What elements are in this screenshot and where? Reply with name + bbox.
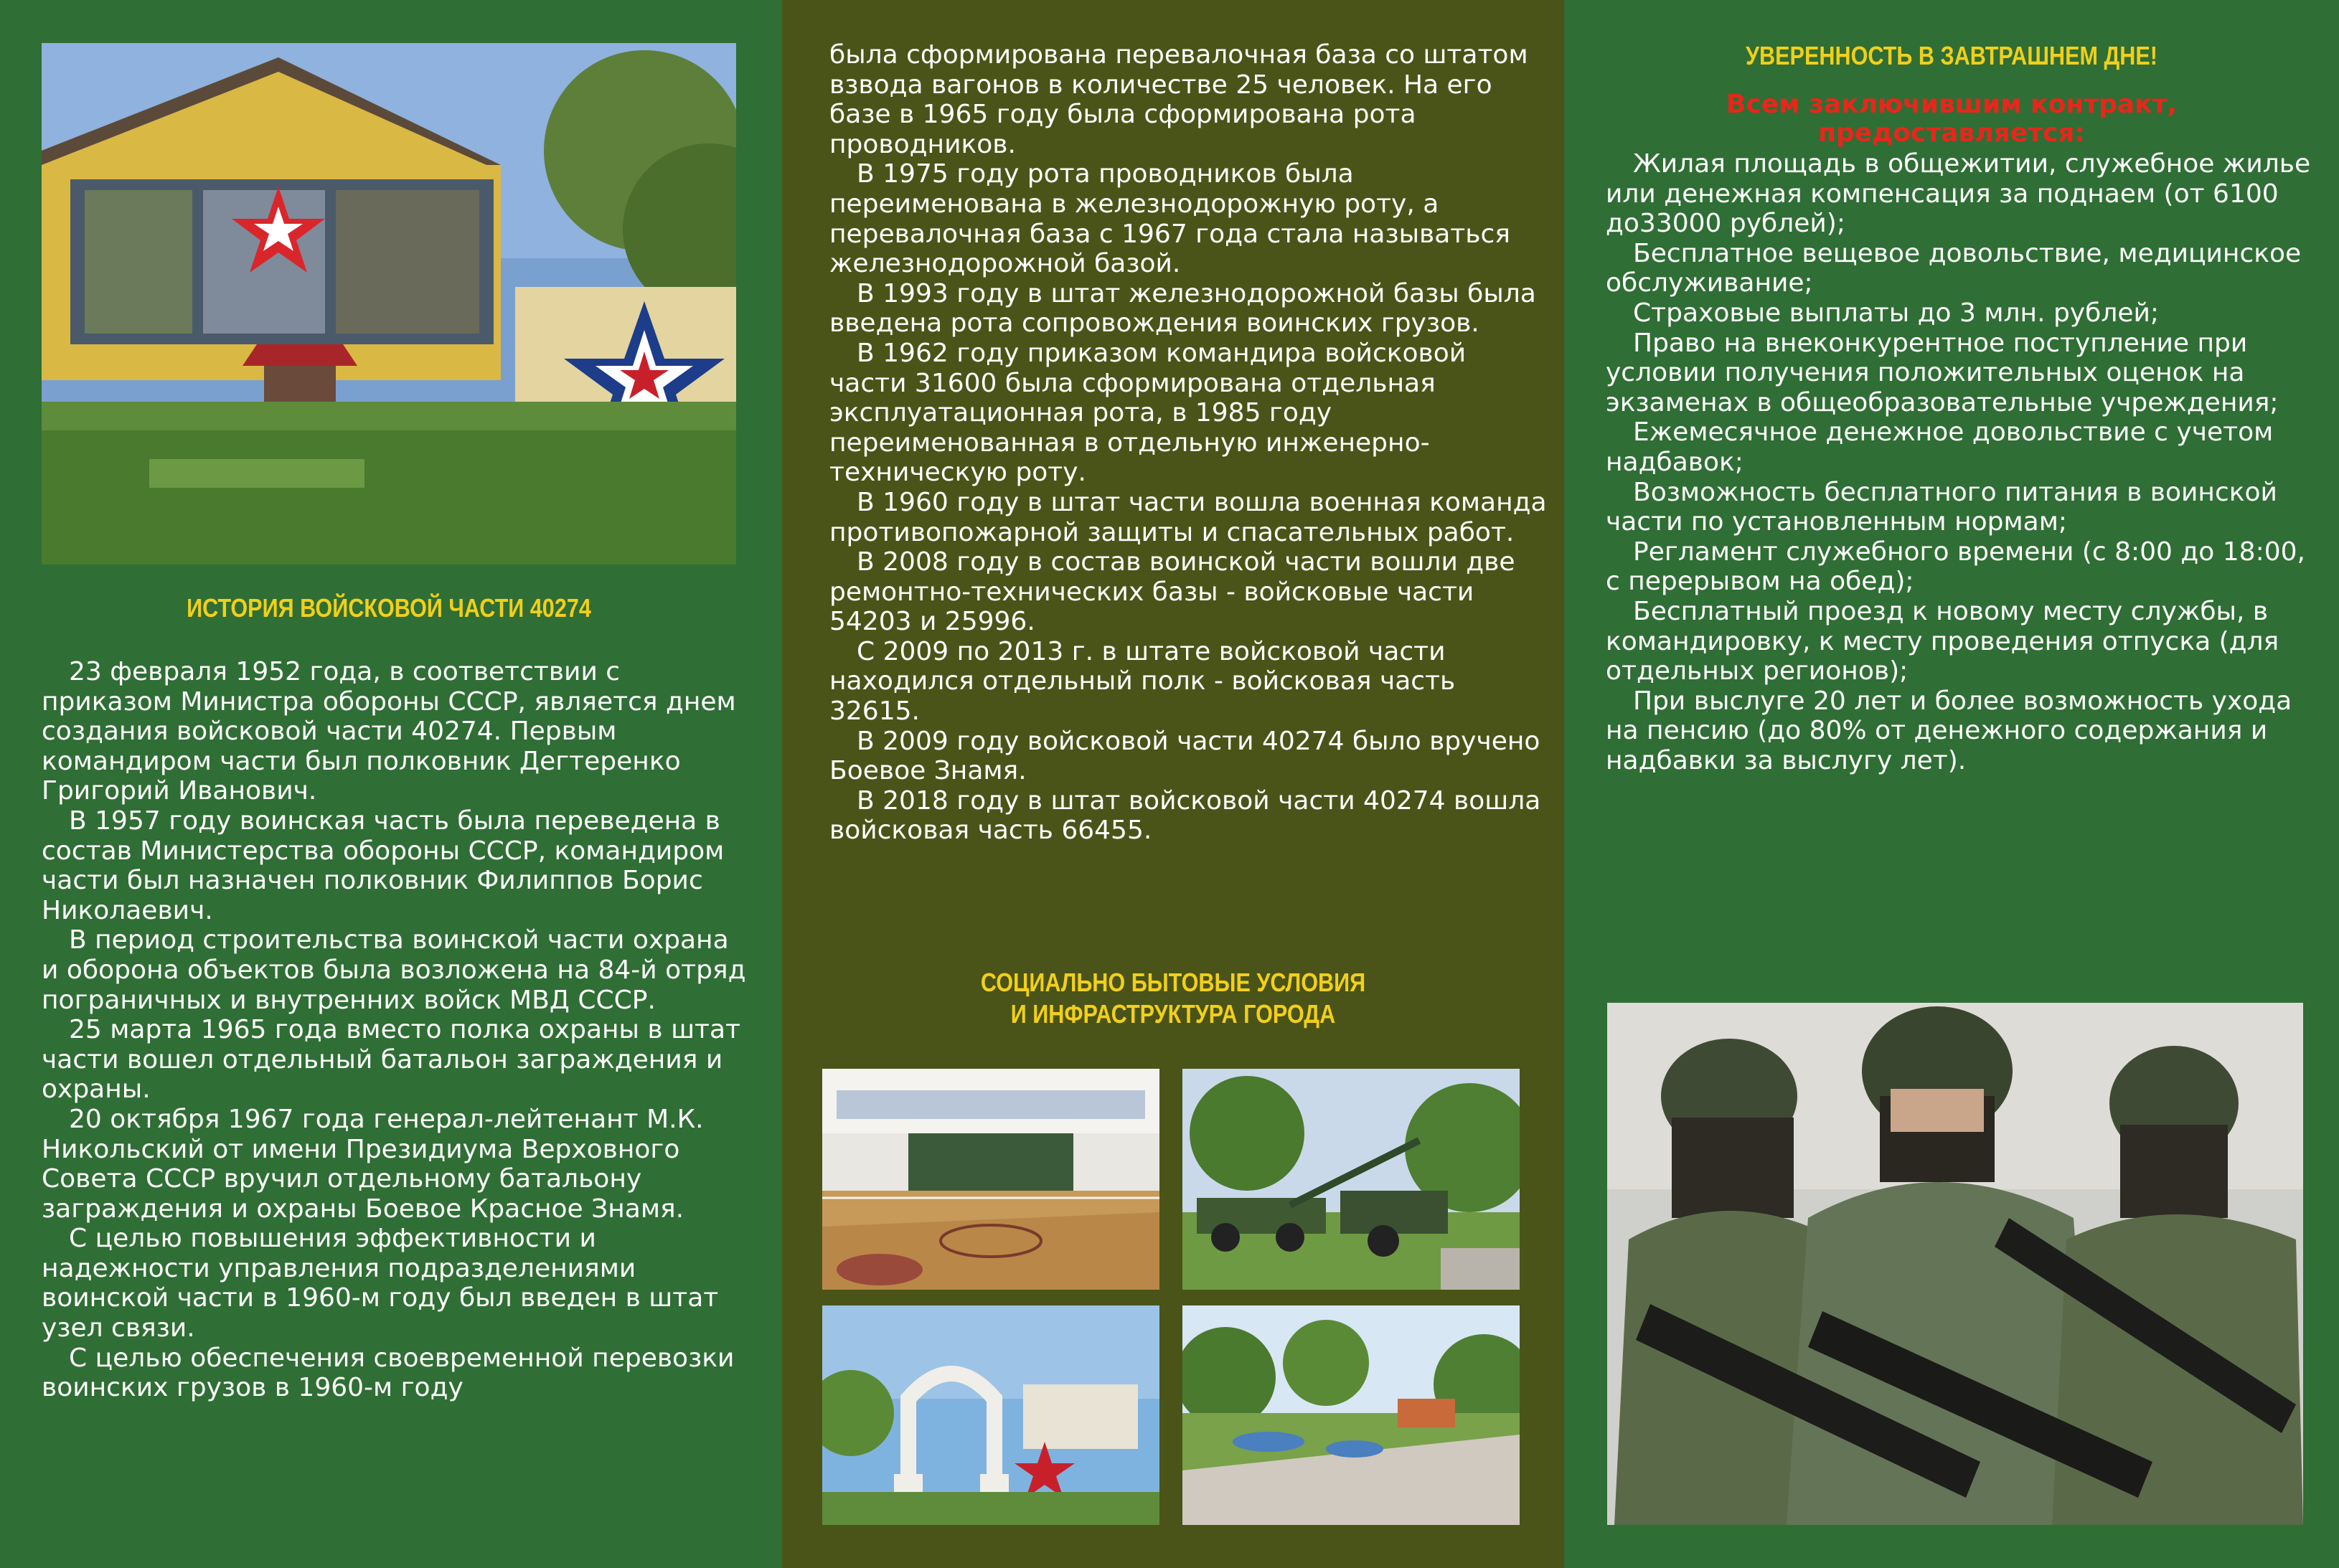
social-heading-line1: СОЦИАЛЬНО БЫТОВЫЕ УСЛОВИЯ: [980, 968, 1366, 997]
paragraph: 20 октября 1967 года генерал-лейтенант М.К. Никольский от имени Президиума Верховного Совета СССР вручил отдельному батальону заграждения и охраны Боевое Красное Знамя.: [42, 1104, 704, 1224]
benefit-item: Возможность бесплатного питания в воинской части по установленным нормам;: [1606, 477, 2277, 537]
left-panel: [0, 0, 782, 1568]
paragraph: В 2009 году войсковой части 40274 было вручено Боевое Знамя.: [829, 726, 1540, 786]
soldiers-photo: [1607, 1003, 2303, 1525]
benefit-item: Ежемесячное денежное довольствие с учетом надбавок;: [1606, 417, 2274, 477]
barracks-photo: [42, 43, 736, 565]
benefit-item: Бесплатный проезд к новому месту службы, в командировку, к месту проведения отпуска (для отдельных регионов);: [1606, 596, 2279, 686]
paragraph: В период строительства воинской части охрана и оборона объектов была возложена на 84-й отряд пограничных и внутренних войск МВД СССР.: [42, 925, 746, 1015]
benefit-item: Бесплатное вещевое довольствие, медицинское обслуживание;: [1606, 238, 2302, 298]
playground-photo: [1182, 1305, 1520, 1525]
history-text: [42, 657, 752, 1403]
paragraph: В 1960 году в штат части вошла военная команда противопожарной защиты и спасательных работ.: [829, 487, 1547, 547]
confidence-heading: УВЕРЕННОСТЬ В ЗАВТРАШНЕМ ДНЕ!: [1746, 41, 2157, 70]
benefits-text: [1606, 149, 2323, 775]
right-panel: [1564, 0, 2339, 1568]
paragraph: В 2018 году в штат войсковой части 40274 вошла войсковая часть 66455.: [829, 785, 1541, 846]
paragraph: В 1993 году в штат железнодорожной базы была введена рота сопровождения воинских грузов.: [829, 278, 1536, 339]
history-continued-text: [829, 40, 1547, 846]
social-heading: [865, 967, 1482, 1030]
benefit-item: Жилая площадь в общежитии, служебное жилье или денежная компенсация за поднаем (от 6100 до33000 рублей);: [1606, 149, 2311, 239]
social-heading-line2: И ИНФРАСТРУКТУРА ГОРОДА: [1010, 999, 1336, 1029]
artillery-park-photo: [1182, 1069, 1520, 1290]
paragraph: 25 марта 1965 года вместо полка охраны в штат части вошел отдельный батальон заграждения и охраны.: [42, 1015, 741, 1105]
paragraph: была сформирована перевалочная база со штатом взвода вагонов в количестве 25 человек. На его базе в 1965 году была сформирована рота проводников.: [829, 40, 1528, 159]
contract-subheading-line2: предоставляется:: [1818, 118, 2085, 148]
benefit-item: Регламент служебного времени (с 8:00 до 18:00, с перерывом на обед);: [1606, 537, 2305, 597]
contract-subheading: [1593, 90, 2310, 148]
benefit-item: При выслуге 20 лет и более возможность ухода на пенсию (до 80% от денежного содержания и надбавки за выслугу лет).: [1606, 686, 2292, 775]
benefit-item: Страховые выплаты до 3 млн. рублей;: [1633, 298, 2160, 328]
paragraph: В 1962 году приказом командира войсковой части 31600 была сформирована отдельная эксплуатационная рота, в 1985 году переименованная в отдельную инженерно-техническую роту.: [829, 338, 1467, 488]
paragraph: В 2008 году в состав воинской части вошли две ремонтно-технических базы - войсковые части 54203 и 25996.: [829, 547, 1515, 637]
paragraph: С целью обеспечения своевременной перевозки воинских грузов в 1960-м году: [42, 1343, 735, 1403]
contract-subheading-line1: Всем заключившим контракт,: [1726, 90, 2178, 119]
middle-panel: [782, 0, 1564, 1568]
paragraph: С 2009 по 2013 г. в штате войсковой части находился отдельный полк - войсковая часть 32615.: [829, 636, 1456, 727]
gym-photo: [822, 1069, 1159, 1290]
paragraph: С целью повышения эффективности и надежности управления подразделениями воинской части в 1960-м году был введен в штат узел связи.: [42, 1224, 719, 1343]
park-gate-photo: [822, 1305, 1159, 1525]
paragraph: В 1975 году рота проводников была переименована в железнодорожную роту, а перевалочная база с 1967 года стала называться железнодорожной базой.: [829, 159, 1510, 279]
benefit-item: Право на внеконкурентное поступление при условии получения положительных оценок на экзаменах в общеобразовательные учреждения;: [1606, 328, 2279, 417]
paragraph: В 1957 году воинская часть была переведена в состав Министерства обороны СССР, командиром части был назначен полковник Филиппов Борис Николаевич.: [42, 806, 725, 925]
history-heading: ИСТОРИЯ ВОЙСКОВОЙ ЧАСТИ 40274: [187, 593, 591, 623]
paragraph: 23 февраля 1952 года, в соответствии с приказом Министра обороны СССР, является днем создания войсковой части 40274. Первым командиром части был полковник Дегтеренко Григорий Иванович.: [42, 657, 736, 806]
